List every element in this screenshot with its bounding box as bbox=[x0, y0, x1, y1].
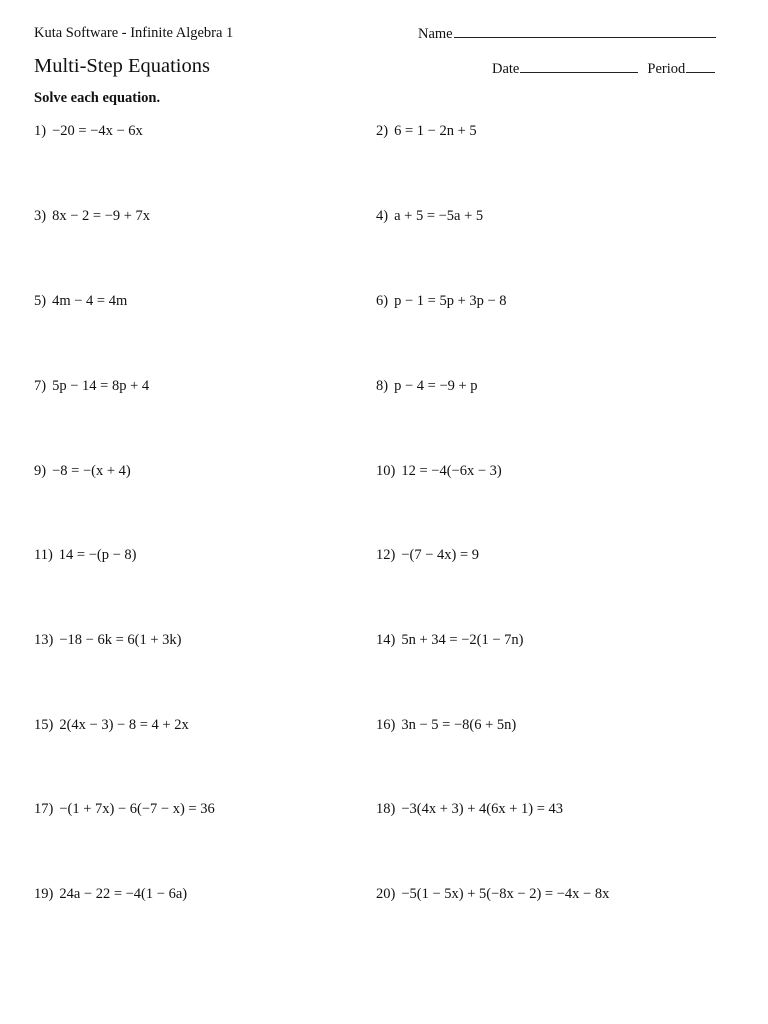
problem-equation: −20 = −4x − 6x bbox=[52, 123, 143, 139]
date-period-field bbox=[492, 60, 715, 78]
problem-equation: 5p − 14 = 8p + 4 bbox=[52, 378, 150, 394]
problem-number: 7) bbox=[34, 378, 47, 394]
problem-14 bbox=[376, 632, 523, 649]
period-blank-line bbox=[686, 60, 715, 73]
problem-equation: −18 − 6k = 6(1 + 3k) bbox=[59, 632, 182, 648]
problem-12 bbox=[376, 547, 479, 564]
name-blank-line bbox=[454, 25, 716, 38]
problem-number: 5) bbox=[34, 293, 47, 309]
problem-equation: p − 4 = −9 + p bbox=[394, 378, 478, 394]
problem-number: 1) bbox=[34, 123, 47, 139]
problem-20 bbox=[376, 886, 609, 903]
problem-7 bbox=[34, 378, 149, 395]
problem-number: 15) bbox=[34, 717, 54, 733]
problem-number: 6) bbox=[376, 293, 389, 309]
problem-number: 8) bbox=[376, 378, 389, 394]
problem-number: 3) bbox=[34, 208, 47, 224]
problem-equation: −5(1 − 5x) + 5(−8x − 2) = −4x − 8x bbox=[401, 886, 610, 902]
problem-equation: 14 = −(p − 8) bbox=[58, 547, 137, 563]
problem-19 bbox=[34, 886, 187, 903]
problem-number: 16) bbox=[376, 717, 396, 733]
problem-5 bbox=[34, 293, 127, 310]
problem-equation: −(1 + 7x) − 6(−7 − x) = 36 bbox=[59, 801, 215, 817]
problem-number: 12) bbox=[376, 547, 396, 563]
problem-2 bbox=[376, 123, 477, 140]
problem-number: 19) bbox=[34, 886, 54, 902]
problem-4 bbox=[376, 208, 483, 225]
problem-equation: 12 = −4(−6x − 3) bbox=[401, 463, 502, 479]
problem-number: 2) bbox=[376, 123, 389, 139]
problem-18 bbox=[376, 801, 563, 818]
problem-number: 4) bbox=[376, 208, 389, 224]
problem-number: 11) bbox=[34, 547, 53, 563]
problem-number: 20) bbox=[376, 886, 396, 902]
problem-13 bbox=[34, 632, 181, 649]
period-label: Period bbox=[647, 61, 686, 77]
problem-equation: 5n + 34 = −2(1 − 7n) bbox=[401, 632, 524, 648]
problem-number: 17) bbox=[34, 801, 54, 817]
date-label: Date bbox=[492, 61, 520, 77]
problem-equation: 24a − 22 = −4(1 − 6a) bbox=[59, 886, 188, 902]
problem-15 bbox=[34, 717, 189, 734]
worksheet-title: Multi-Step Equations bbox=[34, 55, 210, 77]
problem-equation: 3n − 5 = −8(6 + 5n) bbox=[401, 717, 517, 733]
problem-16 bbox=[376, 717, 516, 734]
problem-equation: 6 = 1 − 2n + 5 bbox=[394, 123, 477, 139]
problem-equation: a + 5 = −5a + 5 bbox=[394, 208, 484, 224]
problem-3 bbox=[34, 208, 150, 225]
problem-6 bbox=[376, 293, 507, 310]
problem-10 bbox=[376, 463, 502, 480]
problem-equation: 4m − 4 = 4m bbox=[52, 293, 128, 309]
problem-number: 18) bbox=[376, 801, 396, 817]
name-field bbox=[418, 25, 716, 43]
date-blank-line bbox=[520, 60, 638, 73]
problem-17 bbox=[34, 801, 215, 818]
problem-number: 9) bbox=[34, 463, 47, 479]
problem-9 bbox=[34, 463, 131, 480]
problem-equation: 8x − 2 = −9 + 7x bbox=[52, 208, 151, 224]
problem-equation: −3(4x + 3) + 4(6x + 1) = 43 bbox=[401, 801, 564, 817]
problem-equation: −8 = −(x + 4) bbox=[52, 463, 131, 479]
name-label: Name bbox=[418, 26, 453, 42]
problem-equation: −(7 − 4x) = 9 bbox=[401, 547, 480, 563]
instructions: Solve each equation. bbox=[34, 90, 161, 106]
problem-1 bbox=[34, 123, 143, 140]
problem-number: 13) bbox=[34, 632, 54, 648]
problem-8 bbox=[376, 378, 478, 395]
problem-number: 10) bbox=[376, 463, 396, 479]
problem-number: 14) bbox=[376, 632, 396, 648]
publisher-label: Kuta Software - Infinite Algebra 1 bbox=[34, 25, 234, 41]
problem-equation: p − 1 = 5p + 3p − 8 bbox=[394, 293, 507, 309]
problem-11 bbox=[34, 547, 137, 564]
problem-equation: 2(4x − 3) − 8 = 4 + 2x bbox=[59, 717, 189, 733]
